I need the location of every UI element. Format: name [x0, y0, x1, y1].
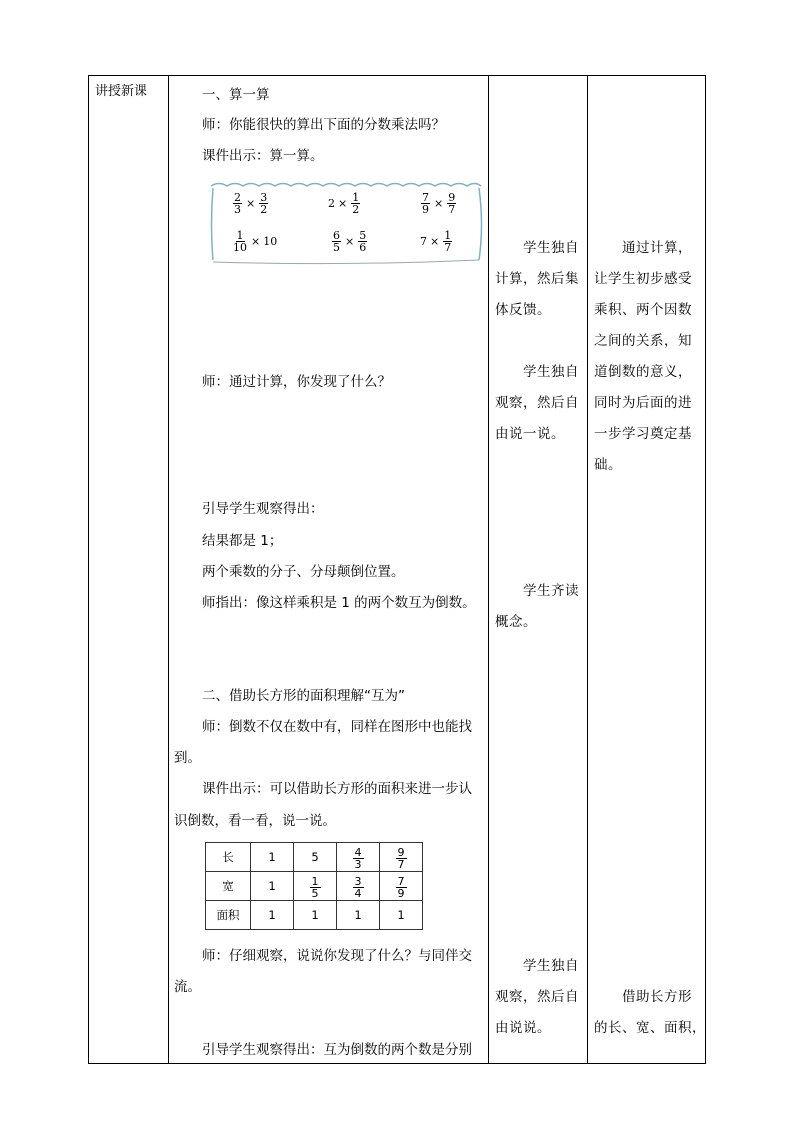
table-cell: 1: [294, 901, 337, 930]
teacher-question: 师：仔细观察，说说你发现了什么？与同伴交: [202, 948, 472, 964]
guide-text: 引导学生观察得出：互为倒数的两个数是分别: [202, 1042, 472, 1058]
expr-row2-1: $\frac{1}{10}$ × 10: [233, 229, 278, 254]
student-activity: 学生独自 观察，然后自 由说说。: [495, 958, 579, 1036]
courseware-note: 课件出示：算一算。: [202, 148, 324, 164]
table-row: [206, 901, 423, 930]
teacher-question: 师：你能很快的算出下面的分数乘法吗？: [202, 117, 445, 133]
table-cell: 1: [251, 901, 294, 930]
expr-row2-3: 7 × $\frac{1}{7}$: [420, 229, 452, 254]
calculation-card: [207, 180, 485, 268]
column-divider: [587, 75, 588, 1064]
table-cell: 5: [294, 843, 337, 872]
table-cell: $\frac{9}{7}$: [380, 843, 423, 872]
design-intent: 通过计算， 让学生初步感受 乘积、两个因数 之间的关系，知 道倒数的意义， 同时为后面的进 一步学习奠定基 础。: [594, 240, 692, 473]
table-cell: 面积: [206, 901, 251, 930]
definition-text: 师指出：像这样乘积是 1 的两个数互为倒数。: [202, 595, 476, 611]
teacher-question: 师：通过计算，你发现了什么？: [202, 374, 391, 390]
expr-row1-3: $\frac{7}{9}$ × $\frac{9}{7}$: [422, 191, 456, 216]
heading-area: 二、借助长方形的面积理解“互为”: [202, 688, 405, 704]
courseware-note: 课件出示：可以借助长方形的面积来进一步认: [202, 781, 472, 797]
student-activity: 学生独自 计算，然后集 体反馈。: [495, 240, 579, 318]
expr-row1-1: $\frac{2}{3}$ × $\frac{3}{2}$: [234, 191, 268, 216]
student-activity: 学生独自 观察，然后自 由说一说。: [495, 364, 579, 442]
table-cell: 1: [337, 901, 380, 930]
table-cell: 长: [206, 843, 251, 872]
teacher-question: 师：倒数不仅在数中有，同样在图形中也能找: [202, 719, 472, 735]
table-row: [206, 843, 423, 872]
result-text: 两个乘数的分子、分母颠倒位置。: [202, 564, 405, 580]
table-cell: $\frac{4}{3}$: [337, 843, 380, 872]
rectangle-data-table: [205, 842, 423, 930]
column-divider: [488, 75, 489, 1064]
table-cell: $\frac{3}{4}$: [337, 872, 380, 901]
design-intent: 借助长方形 的长、宽、面积，: [594, 989, 706, 1036]
courseware-note: 识倒数，看一看，说一说。: [174, 813, 336, 829]
expr-row2-2: $\frac{6}{5}$ × $\frac{5}{6}$: [333, 229, 367, 254]
teacher-question: 流。: [174, 979, 201, 995]
teacher-question: 到。: [174, 750, 201, 766]
result-text: 结果都是 1；: [202, 533, 283, 549]
expr-row1-2: 2 × $\frac{1}{2}$: [328, 191, 360, 216]
table-cell: $\frac{1}{5}$: [294, 872, 337, 901]
column-divider: [168, 75, 169, 1064]
table-row: [206, 872, 423, 901]
table-cell: $\frac{7}{9}$: [380, 872, 423, 901]
guide-text: 引导学生观察得出：: [202, 501, 324, 517]
table-cell: 1: [251, 843, 294, 872]
heading-calc: 一、算一算: [202, 87, 270, 103]
table-cell: 宽: [206, 872, 251, 901]
student-activity: 学生齐读 概念。: [495, 583, 579, 630]
section-label: 讲授新课: [95, 84, 148, 99]
table-cell: 1: [380, 901, 423, 930]
table-cell: 1: [251, 872, 294, 901]
